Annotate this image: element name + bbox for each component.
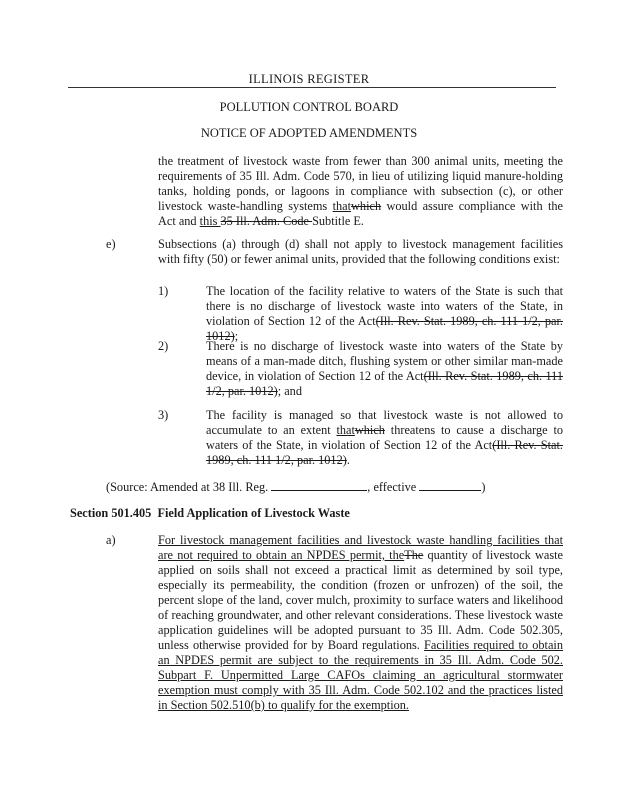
item-3-text xyxy=(206,408,563,468)
agency-name: POLLUTION CONTROL BOARD xyxy=(219,100,399,114)
item-3-deleted-cite: (Ill. Rev. Stat. 1989, ch. 111 1/2, par. 1012) xyxy=(206,438,563,467)
source-prefix: (Source: Amended at 38 Ill. Reg. xyxy=(106,480,269,494)
item-1-deleted-cite: (Ill. Rev. Stat. 1989, ch. 111 1/2, par. 1012) xyxy=(206,314,563,343)
item-2-number: 2) xyxy=(158,339,169,353)
inserted-this: this xyxy=(199,214,221,228)
cont-text-1: the treatment of livestock waste from fewer than 300 animal units, meeting the requirements of 35 Ill. Adm. Code 570, in lieu of utilizing liquid manure-holding tanks, holding ponds, or lagoons in compliance with subsection (c), or other livestock waste-handling systems xyxy=(158,154,563,213)
cont-text-2: would assure compliance with the Act and xyxy=(158,199,563,228)
source-suffix: ) xyxy=(481,480,486,494)
item-3-deleted-which: which xyxy=(354,423,385,437)
subsection-a-label: a) xyxy=(106,533,116,547)
notice-title: NOTICE OF ADOPTED AMENDMENTS xyxy=(200,126,418,140)
sub-a-inserted-1: For livestock management facilities and livestock waste handling facilities that are not required to obtain an NPDES permit, the xyxy=(158,533,563,562)
effective-blank xyxy=(419,479,481,491)
section-heading xyxy=(70,506,563,521)
item-2-body: There is no discharge of livestock waste into waters of the State by means of a man-made ditch, flushing system or other similar man-made device, in violation of Section 12 of the Act xyxy=(206,339,563,383)
source-note xyxy=(106,479,563,495)
item-1-end: ; xyxy=(234,329,239,343)
item-3-body: threatens to cause a discharge to waters of the State, in violation of Section 12 of the Act xyxy=(206,423,564,452)
subsection-e-label: e) xyxy=(106,237,116,251)
section-number: Section 501.405 xyxy=(70,506,152,520)
continuation-paragraph xyxy=(158,154,563,229)
item-2-text xyxy=(206,339,563,399)
sub-a-inserted-2: Facilities required to obtain an NPDES permit are subject to the requirements in 35 Ill. Adm. Code 502. Subpart F. Unpermitted Large CAFOs claiming an agricultural stormwater exemption must comply with 35 Ill. Adm. Code 502.102 and the practices listed in Section 502.510(b) to qualify for the exemption. xyxy=(158,638,563,712)
item-1-text xyxy=(206,284,563,344)
item-3-pre: The facility is managed so that livestock waste is not allowed to accumulate to an extent xyxy=(206,408,563,437)
deleted-code-ref: 35 Ill. Adm. Code xyxy=(220,214,313,228)
item-2-end: ; and xyxy=(277,384,302,398)
subsection-a-text xyxy=(158,533,563,713)
subsection-e-text: Subsections (a) through (d) shall not apply to livestock management facilities with fifty (50) or fewer animal units, provided that the following conditions exist: xyxy=(158,237,563,266)
item-3-number: 3) xyxy=(158,408,169,422)
item-1-body: The location of the facility relative to waters of the State is such that there is no discharge of livestock waste into waters of the State, in violation of Section 12 of the Act xyxy=(206,284,563,328)
sub-a-deleted-the: The xyxy=(404,548,424,562)
header-rule xyxy=(68,87,556,88)
deleted-which: which xyxy=(351,199,382,213)
inserted-that: that xyxy=(332,199,352,213)
source-mid: , effective xyxy=(367,480,417,494)
register-title: ILLINOIS REGISTER xyxy=(248,72,370,86)
item-3-inserted-that: that xyxy=(336,423,355,437)
sub-a-body: quantity of livestock waste applied on soils shall not exceed a practical limit as determined by soil type, especially its permeability, the condition (frozen or unfrozen) of the soil, the percent slope of the land, cover mulch, proximity to surface waters and likelihood of reaching groundwater, and other relevant considerations. These livestock waste application guidelines will be adopted pursuant to 35 Ill. Adm. Code 502.305, unless otherwise provided for by Board regulations. xyxy=(158,548,563,652)
item-1-number: 1) xyxy=(158,284,169,298)
cont-text-3: Subtitle E. xyxy=(312,214,364,228)
item-3-end: . xyxy=(346,453,350,467)
item-2-deleted-cite: (Ill. Rev. Stat. 1989, ch. 111 1/2, par. 1012) xyxy=(206,369,563,398)
section-title: Field Application of Livestock Waste xyxy=(157,506,350,520)
register-blank xyxy=(271,479,367,491)
